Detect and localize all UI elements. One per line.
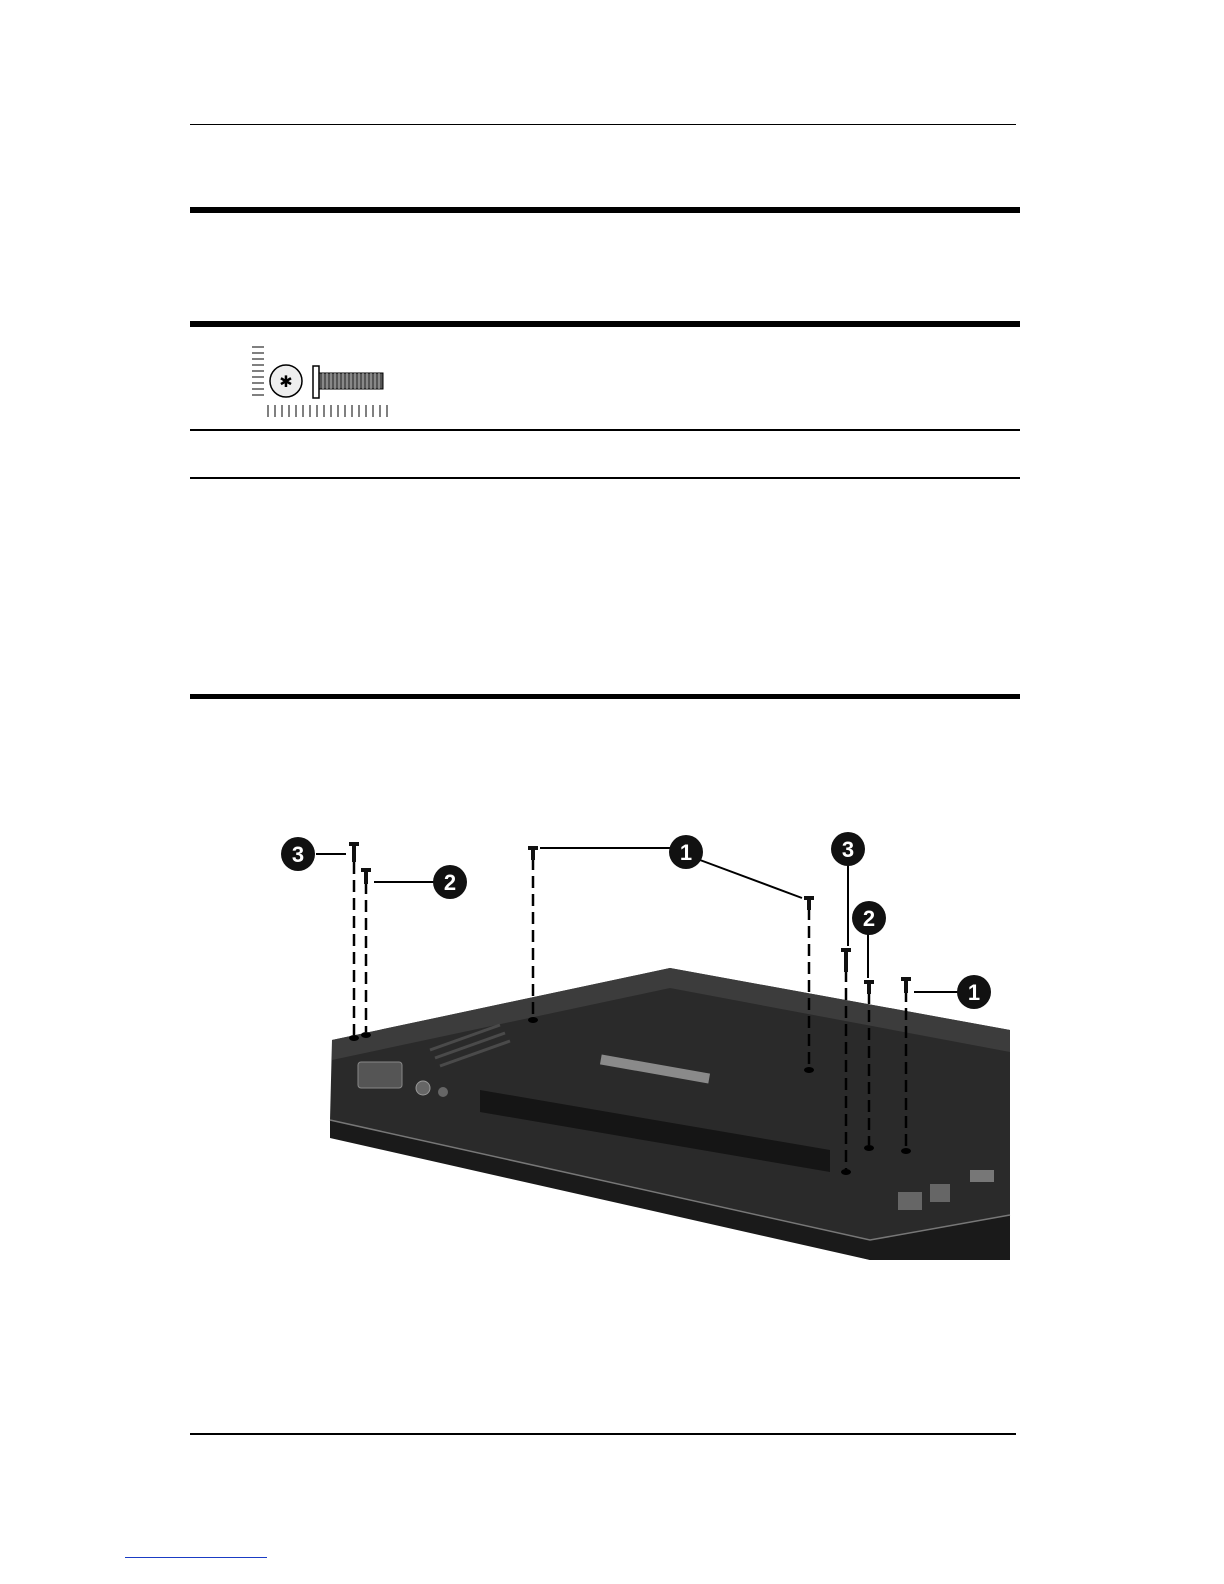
svg-text:1: 1: [967, 980, 981, 1005]
svg-text:1: 1: [679, 840, 693, 865]
callout-3-left: [281, 837, 315, 871]
table-top-rule: [190, 321, 1020, 327]
header-rule: [190, 124, 1016, 125]
svg-text:3: 3: [291, 842, 305, 867]
svg-text:2: 2: [862, 906, 876, 931]
svg-text:✱: ✱: [279, 372, 293, 391]
section-rule-thick: [190, 207, 1020, 213]
link-underline[interactable]: [125, 1557, 267, 1558]
footer-rule: [190, 1433, 1016, 1435]
svg-text:3: 3: [841, 837, 855, 862]
table-bottom-rule: [190, 477, 1020, 479]
callout-1-top: [669, 835, 703, 869]
torx-screw-icon: [245, 343, 395, 421]
callout-2-left: [433, 865, 467, 899]
callout-2-right: [852, 901, 886, 935]
procedure-rule-thick: [190, 694, 1020, 699]
callout-1-right: [957, 975, 991, 1009]
screw-removal-figure: [270, 820, 1030, 1280]
table-row-rule: [190, 429, 1020, 431]
svg-text:2: 2: [443, 870, 457, 895]
callout-3-right: [831, 832, 865, 866]
laptop-bottom-illustration: [330, 968, 1010, 1260]
